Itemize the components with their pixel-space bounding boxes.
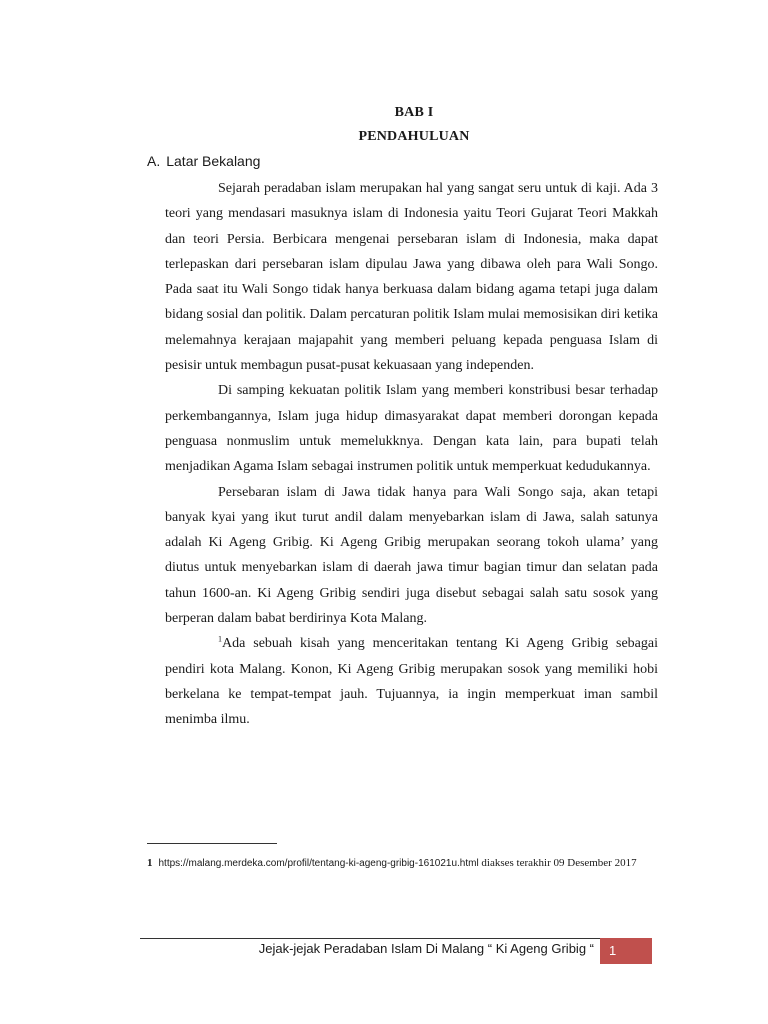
- paragraph-text: Ada sebuah kisah yang menceritakan tentang Ki Ageng Gribig sebagai pendiri kota Malang. Konon, Ki Ageng Gribig merupakan sosok yang memiliki hobi berkelana ke tempat-tempat jauh. Tujuannya, ia ingin memperkuat iman sambil menimba ilmu.: [165, 636, 658, 728]
- body-text: [165, 176, 658, 733]
- paragraph: Persebaran islam di Jawa tidak hanya para Wali Songo saja, akan tetapi banyak kyai yang ikut turut andil dalam menyebarkan islam di Jawa, salah satunya adalah Ki Ageng Gribig. Ki Ageng Gribig merupakan seorang tokoh ulama’ yang diutus untuk menyebarkan islam di daerah jawa timur bagian timur dan selatan pada tahun 1600-an. Ki Ageng Gribig sendiri juga disebut sebagai salah satu sosok yang berperan dalam babat berdirinya Kota Malang.: [165, 484, 658, 627]
- chapter-number: BAB I: [394, 105, 434, 120]
- page-number-badge: 1: [600, 938, 652, 964]
- footnote-number: 1: [147, 857, 153, 869]
- footer-separator: [140, 938, 600, 939]
- paragraph: Di samping kekuatan politik Islam yang memberi konstribusi besar terhadap perkembangannya, Islam juga hidup dimasyarakat dapat memberi dorongan kepada penguasa nonmuslim untuk memelukknya. Dengan kata lain, para bupati telah menjadikan Agama Islam sebagai instrumen politik untuk memperkuat kedudukannya.: [165, 383, 658, 475]
- section-title: Latar Bekalang: [166, 153, 261, 169]
- section-heading: [147, 153, 260, 169]
- footnote-note: diakses terakhir 09 Desember 2017: [481, 857, 637, 869]
- footnote: [147, 849, 658, 878]
- footnote-link[interactable]: https://malang.merdeka.com/profil/tentang-ki-ageng-gribig-161021u.html: [158, 858, 479, 869]
- running-footer-title: Jejak-jejak Peradaban Islam Di Malang “ Ki Ageng Gribig “: [258, 941, 594, 956]
- paragraph: Sejarah peradaban islam merupakan hal yang sangat seru untuk di kaji. Ada 3 teori yang mendasari masuknya islam di Indonesia yaitu Teori Gujarat Teori Makkah dan teori Persia. Berbicara mengenai persebaran islam di Indonesia, maka dapat terlepaskan dari persebaran islam dipulau Jawa yang dibawa oleh para Wali Songo. Pada saat itu Wali Songo tidak hanya berkuasa dalam bidang agama tetapi juga dalam bidang sosial dan politik. Dalam percaturan politik Islam mulai memosisikan diri ketika melemahnya kerajaan majapahit yang memberi peluang kepada penguasa Islam di pesisir untuk membagun pusat-pusat kekuasaan yang independen.: [165, 181, 658, 374]
- chapter-title: PENDAHULUAN: [358, 129, 470, 144]
- paragraph: [165, 631, 658, 732]
- footnote-reference[interactable]: 1: [218, 634, 222, 644]
- section-marker: A.: [147, 153, 161, 169]
- footnote-separator: [147, 843, 277, 844]
